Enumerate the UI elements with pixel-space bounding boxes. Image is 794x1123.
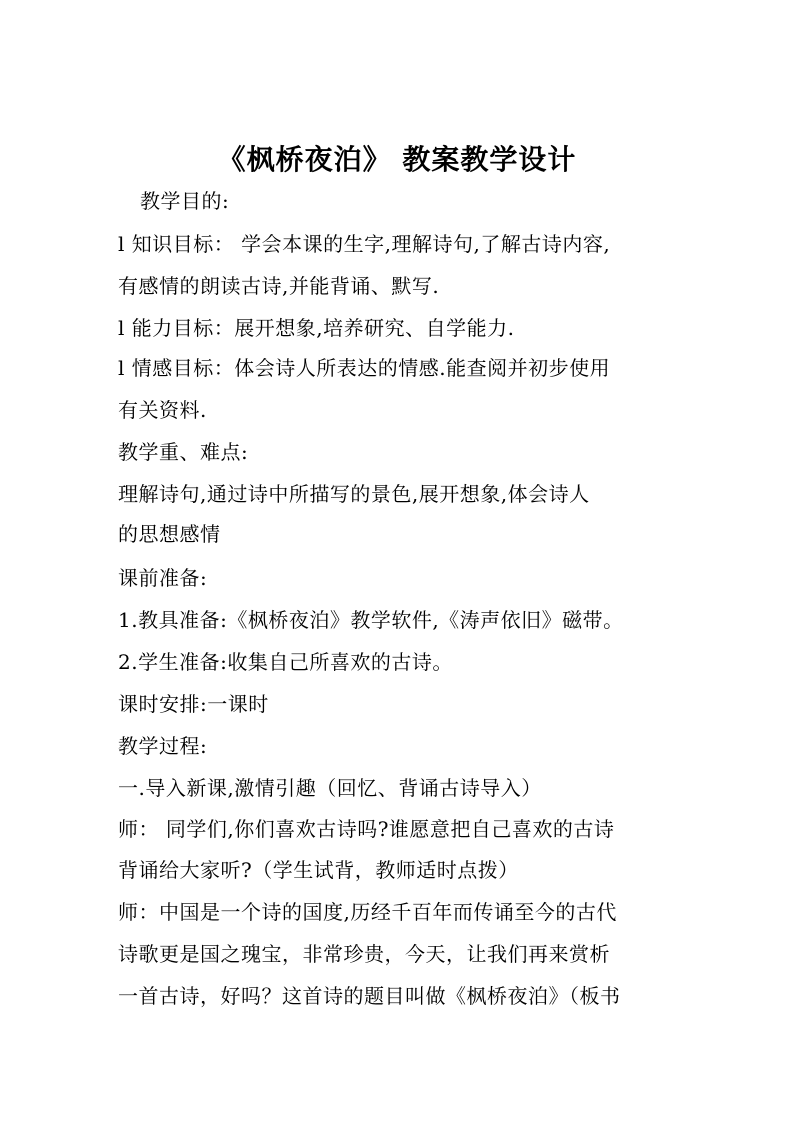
section-heading-preparation: 课前准备: bbox=[118, 566, 208, 590]
section-heading-teaching-goals: 教学目的: bbox=[140, 189, 230, 213]
text-line: 有感情的朗读古诗,并能背诵、默写. bbox=[118, 274, 440, 298]
text-line: 有关资料. bbox=[118, 398, 207, 422]
text-line: 理解诗句,通过诗中所描写的景色,展开想象,体会诗人 bbox=[118, 482, 590, 506]
text-line: 诗歌更是国之瑰宝，非常珍贵，今天，让我们再来赏析 bbox=[118, 942, 610, 966]
text-line: 的思想感情 bbox=[118, 522, 221, 546]
text-line: 1.教具准备:《枫桥夜泊》教学软件,《涛声依旧》磁带。 bbox=[118, 608, 624, 632]
text-line: 一首古诗，好吗？这首诗的题目叫做《枫桥夜泊》（板书 bbox=[118, 984, 621, 1008]
text-line: 师：中国是一个诗的国度,历经千百年而传诵至今的古代 bbox=[118, 900, 617, 924]
text-line: 2.学生准备:收集自己所喜欢的古诗。 bbox=[118, 650, 453, 674]
text-line: l 情感目标：体会诗人所表达的情感.能查阅并初步使用 bbox=[118, 356, 611, 380]
text-line: 背诵给大家听?（学生试背，教师适时点拨） bbox=[118, 858, 519, 882]
section-heading-key-points: 教学重、难点: bbox=[118, 440, 249, 464]
text-line: 课时安排:一课时 bbox=[118, 692, 269, 716]
text-line: 一.导入新课,激情引趣（回忆、背诵古诗导入） bbox=[118, 776, 542, 800]
text-line: l 知识目标： 学会本课的生字,理解诗句,了解古诗内容, bbox=[118, 232, 611, 256]
document-title: 《枫桥夜泊》 教案教学设计 bbox=[217, 143, 577, 176]
text-line: 师： 同学们,你们喜欢古诗吗?谁愿意把自己喜欢的古诗 bbox=[118, 817, 615, 841]
section-heading-process: 教学过程: bbox=[118, 734, 208, 758]
text-line: l 能力目标：展开想象,培养研究、自学能力. bbox=[118, 316, 515, 340]
